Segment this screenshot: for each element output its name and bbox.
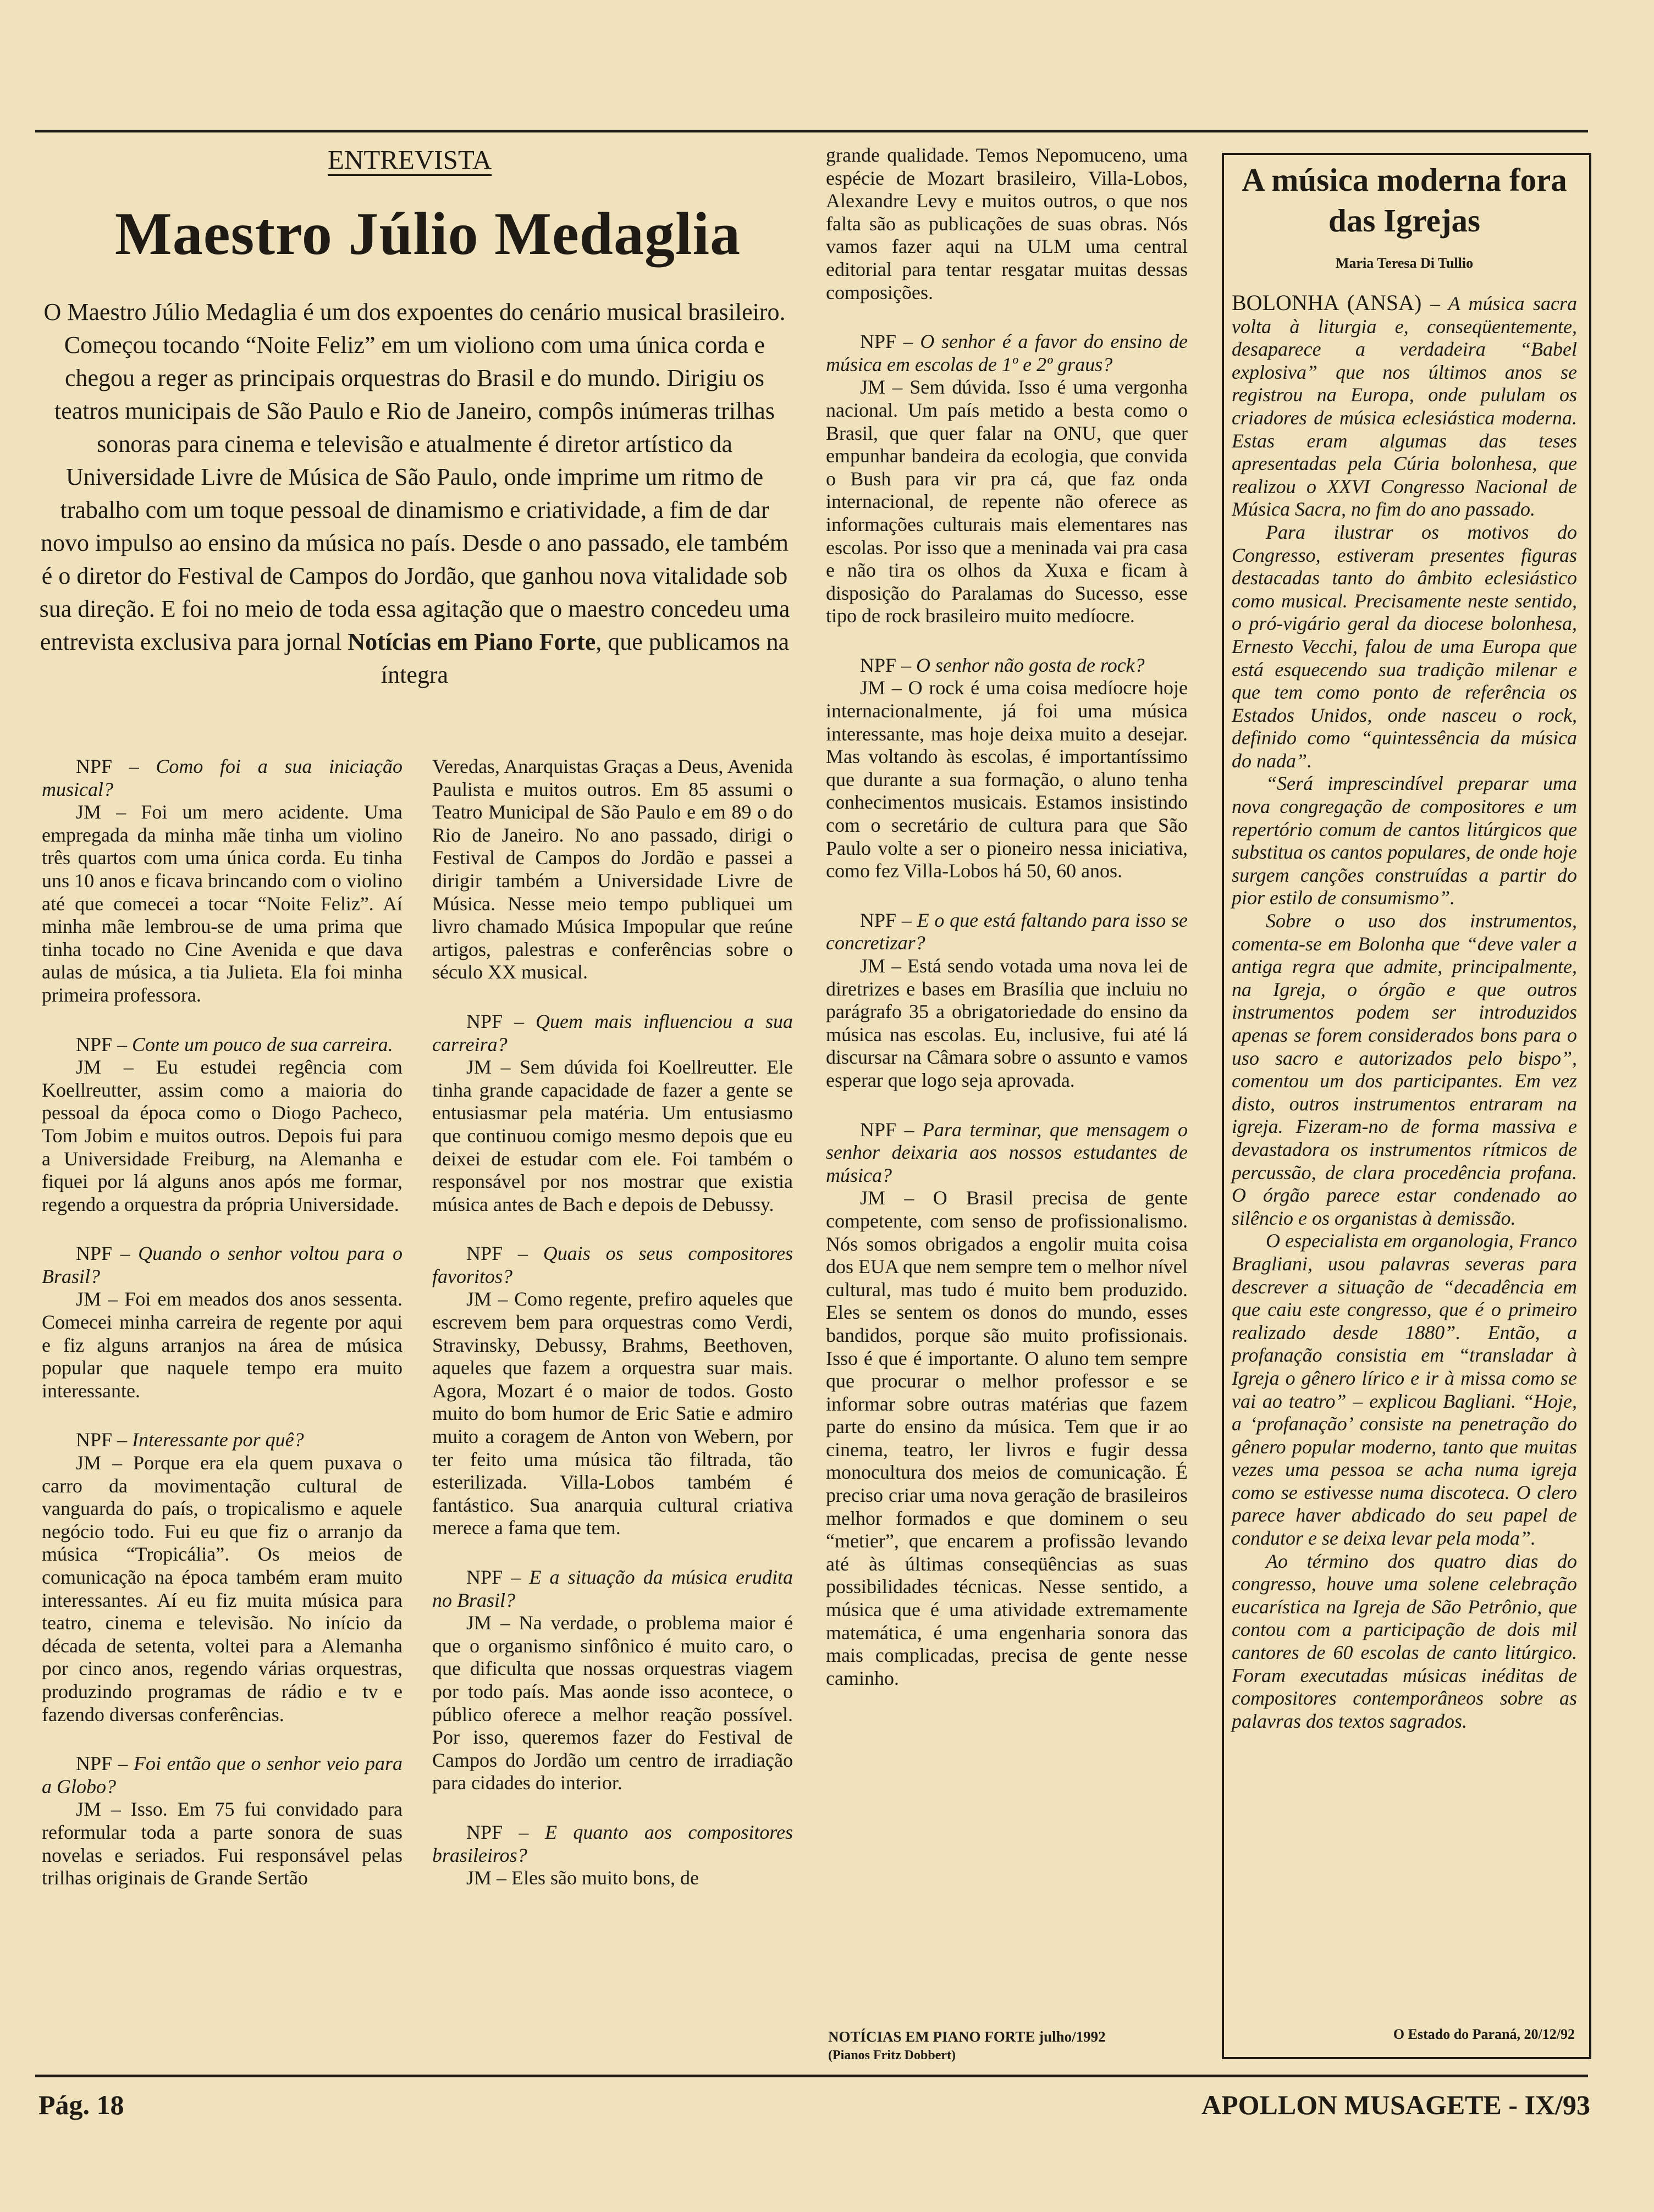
answer: JM – Como regente, prefiro aqueles que escrevem bem para orquestras como Verdi, Stravinsky, Debussy, Brahms, Beethoven, aqueles que fazem a orquestra suar mais. Agora, Mozart é o maior de todos. Gosto muito do bom humor de Eric Satie e admiro muito a coragem de Anton von Webern, por ter feito uma música tão filtrada, tão esterilizada. Villa-Lobos também é fantástico. Sua anarquia cultural criativa merece a fama que tem. bbox=[432, 1288, 793, 1539]
answer: JM – Porque era ela quem puxava o carro da movimentação cultural de vanguarda do país, o tropicalismo e aquele negócio todo. Fui eu que fiz o arranjo da música “Tropicália”. Os meios de comunicação na época também eram muito interessantes. Aí eu fiz muita música para teatro, cinema e televisão. No início da década de setenta, voltei para a Alemanha por cinco anos, regendo várias orquestras, produzindo programas de rádio e tv e fazendo diversas conferências. bbox=[42, 1452, 403, 1726]
source-sponsor: (Pianos Fritz Dobbert) bbox=[828, 2048, 956, 2062]
sidebar-paragraph: Ao término dos quatro dias do congresso, houve uma solene celebração eucarística na Igreja de São Petrônio, que contou com a participação de dois mil cantores de 60 escolas de canto litúrgico. Foram executadas músicas inéditas de compositores contemporâneos sobre as palavras dos textos sagrados. bbox=[1232, 1550, 1577, 1732]
answer: JM – Sem dúvida. Isso é uma vergonha nacional. Um país metido a besta como o Brasil, que quer falar na ONU, que quer empunhar bandeira da ecologia, que convida o Bush para vir pra cá, que faz onda internacional, de repente não oferece as informações culturais mais elementares nas escolas. Por isso que a meninada vai pra casa e não tira os olhos da Xuxa e ficam à disposição do Paralamas do Sucesso, esse tipo de rock brasileiro muito medíocre. bbox=[826, 376, 1188, 627]
question: NPF – Quem mais influenciou a sua carreira? bbox=[432, 1010, 793, 1055]
question: NPF – Quando o senhor voltou para o Brasil? bbox=[42, 1242, 403, 1287]
article-headline: Maestro Júlio Medaglia bbox=[114, 200, 741, 267]
article-intro bbox=[35, 296, 794, 692]
intro-text: O Maestro Júlio Medaglia é um dos expoentes do cenário musical brasileiro. Começou tocando “Noite Feliz” em um violiono com uma única corda e chegou a reger as principais orquestras do Brasil e do mundo. Dirigiu os teatros municipais de São Paulo e Rio de Janeiro, compôs inúmeras trilhas sonoras para cinema e televisão e atualmente é diretor artístico da Universidade Livre de Música de São Paulo, onde imprime um ritmo de trabalho com um toque pessoal de dinamismo e criatividade, a fim de dar novo impulso ao ensino da música no país. Desde o ano passado, ele também é o diretor do Festival de Campos do Jordão, que ganhou nova vitalidade sob sua direção. E foi no meio de toda essa agitação que o maestro concedeu uma entrevista exclusiva para jornal bbox=[39, 298, 790, 655]
answer: JM – Foi um mero acidente. Uma empregada da minha mãe tinha um violino três quartos com uma única corda. Eu tinha uns 10 anos e ficava brincando com o violino até que comecei a tocar “Noite Feliz”. Aí minha mãe lembrou-se de uma prima que tinha tocado no Cine Avenida e que dava aulas de música, a tia Julieta. Ela foi minha primeira professora. bbox=[42, 801, 403, 1006]
question: NPF – O senhor não gosta de rock? bbox=[860, 654, 1145, 676]
answer: JM – Na verdade, o problema maior é que o organismo sinfônico é muito caro, o que dificulta que nossas orquestras viagem por todo país. Mas aonde isso acontece, o público oferece a melhor reação possível. Por isso, queremos fazer do Festival de Campos do Jordão um centro de irradiação para cidades do interior. bbox=[432, 1612, 793, 1794]
question: NPF – Interessante por quê? bbox=[76, 1429, 304, 1451]
sidebar-paragraph: Sobre o uso dos instrumentos, comenta-se em Bolonha que “deve valer a antiga regra que admite, principalmente, na Igreja, o órgão e que outros instrumentos podem ser introduzidos apenas se forem considerados bons para o uso sacro e autorizados pelo bispo”, comentou um dos participantes. Em vez disto, outros instrumentos entraram na igreja. Fizeram-no de forma massiva e devastadora os instrumentos rítmicos de percussão, de clara procedência profana. O órgão parece estar condenado ao silêncio e os organistas à demissão. bbox=[1232, 910, 1577, 1229]
question: NPF – E quanto aos compositores brasileiros? bbox=[432, 1821, 793, 1866]
continued-answer: grande qualidade. Temos Nepomuceno, uma espécie de Mozart brasileiro, Villa-Lobos, Alexandre Levy e muitos outros, o que nos falta são as publicações de suas obras. Nós vamos fazer aqui na ULM uma central editorial para tentar resgatar muitas dessas composições. bbox=[826, 144, 1188, 303]
answer: JM – O Brasil precisa de gente competente, com senso de profissionalismo. Nós somos obrigados a engolir muita coisa dos EUA que nem sempre tem o melhor nível cultural, mas tudo é muito bem produzido. Eles se sentem os donos do mundo, esses bandidos, porque são muito profissionais. Isso é que é importante. O aluno tem sempre que procurar o melhor professor e se informar sobre outras matérias que fazem parte do ensino da música. Tem que ir ao cinema, teatro, ler livros e fugir dessa monocultura dos meios de comunicação. É preciso criar uma nova geração de brasileiros melhor formados e que dominem o seu “metier”, que encarem a profissão levando até às últimas conseqüências as suas possibilidades técnicas. Nesse sentido, a música que é uma atividade extremamente matemática, é uma engenharia sonora das mais complicadas, precisa de gente nesse caminho. bbox=[826, 1187, 1188, 1689]
answer: JM – Sem dúvida foi Koellreutter. Ele tinha grande capacidade de fazer a gente se entusiasmar pela matéria. Um entusiasmo que continuou comigo mesmo depois que eu deixei de estudar com ele. Foi também o responsável por nos mostrar que existia música antes de Bach e depois de Debussy. bbox=[432, 1056, 793, 1215]
page-number: Pág. 18 bbox=[38, 2089, 124, 2120]
sidebar-byline: Maria Teresa Di Tullio bbox=[1335, 255, 1474, 271]
answer: JM – Está sendo votada uma nova lei de diretrizes e bases em Brasília que incluiu no parágrafo 35 a obrigatoriedade do ensino da música nas escolas. Eu, inclusive, fui até lá discursar na Câmara sobre o assunto e vamos esperar que logo seja aprovada. bbox=[826, 955, 1188, 1091]
continued-answer: Veredas, Anarquistas Graças a Deus, Avenida Paulista e muitos outros. Em 85 assumi o Teatro Municipal de São Paulo e em 89 o do Rio de Janeiro. No ano passado, dirigi o Festival de Campos do Jordão e passei a dirigir também a Universidade Livre de Música. Nesse meio tempo publiquei um livro chamado Música Impopular que reúne artigos, palestras e conferências sobre o século XX musical. bbox=[432, 755, 793, 983]
intro-end: , que publicamos na íntegra bbox=[381, 628, 790, 688]
answer: JM – O rock é uma coisa medíocre hoje internacionalmente, já foi uma música interessante, mas hoje deixa muito a desejar. Mas voltando às escolas, é importantíssimo que durante a sua formação, o aluno tenha conhecimentos musicais. Estamos insistindo com o secretário de cultura para que São Paulo volte a ser o pioneiro nessa iniciativa, como fez Villa-Lobos há 50, 60 anos. bbox=[826, 677, 1188, 882]
bottom-rule bbox=[35, 2075, 1588, 2077]
sidebar-paragraph: O especialista em organologia, Franco Bragliani, usou palavras severas para descrever a situação de “decadência em que caiu este congresso, que é o primeiro realizado desde 1880”. Então, a profanação consistia em “transladar à Igreja o gênero lírico e ir à missa como se vai ao teatro” – explicou Bagliani. “Hoje, a ‘profanação’ consiste na penetração do gênero popular moderno, tanto que muitas vezes uma pessoa se acha numa igreja como se estivesse numa discoteca. O clero parece haver abdicado do seu papel de condutor e se deixa levar pela moda”. bbox=[1232, 1230, 1577, 1550]
question: NPF – E o que está faltando para isso se concretizar? bbox=[826, 909, 1188, 954]
intro-publication: Notícias em Piano Forte bbox=[348, 628, 596, 655]
section-kicker: ENTREVISTA bbox=[328, 145, 492, 175]
article-source-note bbox=[828, 2027, 1202, 2065]
answer: JM – Eles são muito bons, de bbox=[466, 1867, 699, 1889]
sidebar-paragraph: BOLONHA (ANSA) – A música sacra volta à liturgia e, conseqüentemente, desaparece a verdadeira “Babel explosiva” que nos últimos anos se registrou na Europa, onde pululam os criadores de música eclesiástica moderna. Estas eram algumas das teses apresentadas pela Cúria bolonhesa, que realizou o XXVI Congresso Nacional de Música Sacra, no fim do ano passado. bbox=[1232, 290, 1577, 521]
answer: JM – Eu estudei regência com Koellreutter, assim como a maioria do pessoal da época como o Diogo Pacheco, Tom Jobim e muitos outros. Depois fui para a Universidade Freiburg, na Alemanha e fiquei por lá alguns anos após me formar, regendo a orquestra da própria Universidade. bbox=[42, 1056, 403, 1215]
sidebar-source: O Estado do Paraná, 20/12/92 bbox=[1393, 2026, 1575, 2042]
question: NPF – Como foi a sua iniciação musical? bbox=[42, 755, 403, 800]
sidebar-dateline: BOLONHA (ANSA) bbox=[1232, 290, 1422, 315]
column-3 bbox=[826, 144, 1188, 1690]
column-2 bbox=[432, 755, 793, 1890]
question: NPF – Conte um pouco de sua carreira. bbox=[76, 1033, 393, 1055]
answer: JM – Foi em meados dos anos sessenta. Comecei minha carreira de regente por aqui e fiz alguns arranjos na área de música popular que naquele tempo era muito interessante. bbox=[42, 1288, 403, 1402]
question: NPF – E a situação da música erudita no Brasil? bbox=[432, 1566, 793, 1611]
answer: JM – Isso. Em 75 fui convidado para reformular toda a parte sonora de suas novelas e seriados. Fui responsável pelas trilhas originais de Grande Sertão bbox=[42, 1798, 403, 1889]
source-line: NOTÍCIAS EM PIANO FORTE julho/1992 bbox=[828, 2028, 1106, 2045]
question: NPF – Para terminar, que mensagem o senhor deixaria aos nossos estudantes de música? bbox=[826, 1118, 1188, 1186]
sidebar-title: A música moderna fora das Igrejas bbox=[1242, 162, 1567, 239]
sidebar-paragraph: Para ilustrar os motivos do Congresso, estiveram presentes figuras destacadas tanto do âmbito eclesiástico como musical. Precisamente neste sentido, o pró-vigário geral da diocese bolonhesa, Ernesto Vecchi, falou de uma Europa que está esquecendo sua tradição milenar e que tem como ponto de referência os Estados Unidos, onde nasceu o rock, definido como “quintessência da música do nada”. bbox=[1232, 521, 1577, 772]
sidebar-text bbox=[1232, 291, 1577, 1733]
question: NPF – Quais os seus compositores favoritos? bbox=[432, 1242, 793, 1287]
publication-issue: APOLLON MUSAGETE - IX/93 bbox=[1201, 2089, 1590, 2120]
question: NPF – O senhor é a favor do ensino de música em escolas de 1º e 2º graus? bbox=[826, 330, 1188, 375]
sidebar-paragraph: “Será imprescindível preparar uma nova congregação de compositores e um repertório comum de cantos litúrgicos que substitua os cantos populares, de onde hoje surgem canções construídas a partir do pior estilo de consumismo”. bbox=[1232, 772, 1577, 909]
top-rule bbox=[35, 130, 1588, 132]
question: NPF – Foi então que o senhor veio para a Globo? bbox=[42, 1752, 403, 1798]
column-1 bbox=[42, 755, 403, 1890]
